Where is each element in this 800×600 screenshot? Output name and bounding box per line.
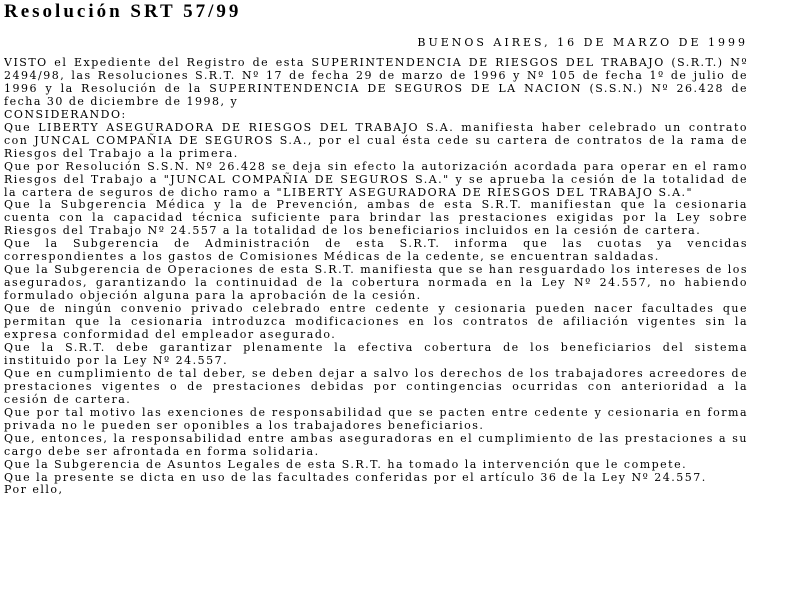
paragraph-visto: VISTO el Expediente del Registro de esta SUPERINTENDENCIA DE RIESGOS DEL TRABAJO (S.R.T.) Nº 2494/98, las Resoluciones S.R.T. Nº 17 de fecha 29 de marzo de 1996 y Nº 105 de fecha 1º de julio de 1996 y la Resolución de la SUPERINTENDENCIA DE SEGUROS DE LA NACION (S.S.N.) Nº 26.428 de fecha 30 de diciembre de 1998, y [4, 56, 748, 108]
paragraph: Que la Subgerencia de Operaciones de esta S.R.T. manifiesta que se han resguardado los intereses de los asegurados, garantizando la continuidad de la cobertura normada en la Ley Nº 24.557, no habiendo formulado objeción alguna para la aprobación de la cesión. [4, 263, 748, 303]
paragraph: Que de ningún convenio privado celebrado entre cedente y cesionaria pueden nacer facultades que permitan que la cesionaria introduzca modificaciones en los contratos de afiliación vigentes sin la expresa conformidad del empleador asegurado. [4, 302, 748, 342]
paragraph: Que la Subgerencia de Asuntos Legales de esta S.R.T. ha tomado la intervención que le compete. [4, 457, 688, 471]
paragraph: Que la Subgerencia de Administración de esta S.R.T. informa que las cuotas ya vencidas correspondientes a los gastos de Comisiones Médicas de la cedente, se encuentran saldadas. [4, 237, 748, 264]
paragraph: Que, entonces, la responsabilidad entre ambas aseguradoras en el cumplimiento de las prestaciones a su cargo debe ser afrontada en forma solidaria. [4, 431, 748, 458]
paragraph: Que la Subgerencia Médica y la de Prevención, ambas de esta S.R.T. manifiestan que la cesionaria cuenta con la capacidad técnica suficiente para brindar las prestaciones exigidas por la Ley sobre Riesgos del Trabajo Nº 24.557 a la totalidad de los beneficiarios incluidos en la cesión de cartera. [4, 198, 748, 238]
document-body [4, 57, 748, 497]
paragraph-considerando: CONSIDERANDO: [4, 107, 127, 121]
paragraph: Que LIBERTY ASEGURADORA DE RIESGOS DEL TRABAJO S.A. manifiesta haber celebrado un contrato con JUNCAL COMPAÑIA DE SEGUROS S.A., por el cual ésta cede su cartera de contratos de la rama de Riesgos del Trabajo a la primera. [4, 120, 748, 160]
place-date: BUENOS AIRES, 16 DE MARZO DE 1999 [417, 36, 748, 49]
document-page [4, 0, 748, 600]
paragraph: Que en cumplimiento de tal deber, se deben dejar a salvo los derechos de los trabajadores acreedores de prestaciones vigentes o de prestaciones debidas por contingencias ocurridas con anterioridad a la cesión de cartera. [4, 366, 748, 406]
paragraph: Que la S.R.T. debe garantizar plenamente la efectiva cobertura de los beneficiarios del sistema instituido por la Ley Nº 24.557. [4, 340, 748, 367]
document-title: Resolución SRT 57/99 [4, 1, 242, 22]
paragraph-por-ello: Por ello, [4, 483, 64, 497]
paragraph: Que la presente se dicta en uso de las facultades conferidas por el artículo 36 de la Ley Nº 24.557. [4, 470, 707, 484]
paragraph: Que por Resolución S.S.N. Nº 26.428 se deja sin efecto la autorización acordada para operar en el ramo Riesgos del Trabajo a "JUNCAL COMPAÑIA DE SEGUROS S.A." y se aprueba la cesión de la totalidad de la cartera de seguros de dicho ramo a "LIBERTY ASEGURADORA DE RIESGOS DEL TRABAJO S.A." [4, 159, 748, 199]
paragraph: Que por tal motivo las exenciones de responsabilidad que se pacten entre cedente y cesionaria en forma privada no le pueden ser oponibles a los trabajadores beneficiarios. [4, 405, 748, 432]
